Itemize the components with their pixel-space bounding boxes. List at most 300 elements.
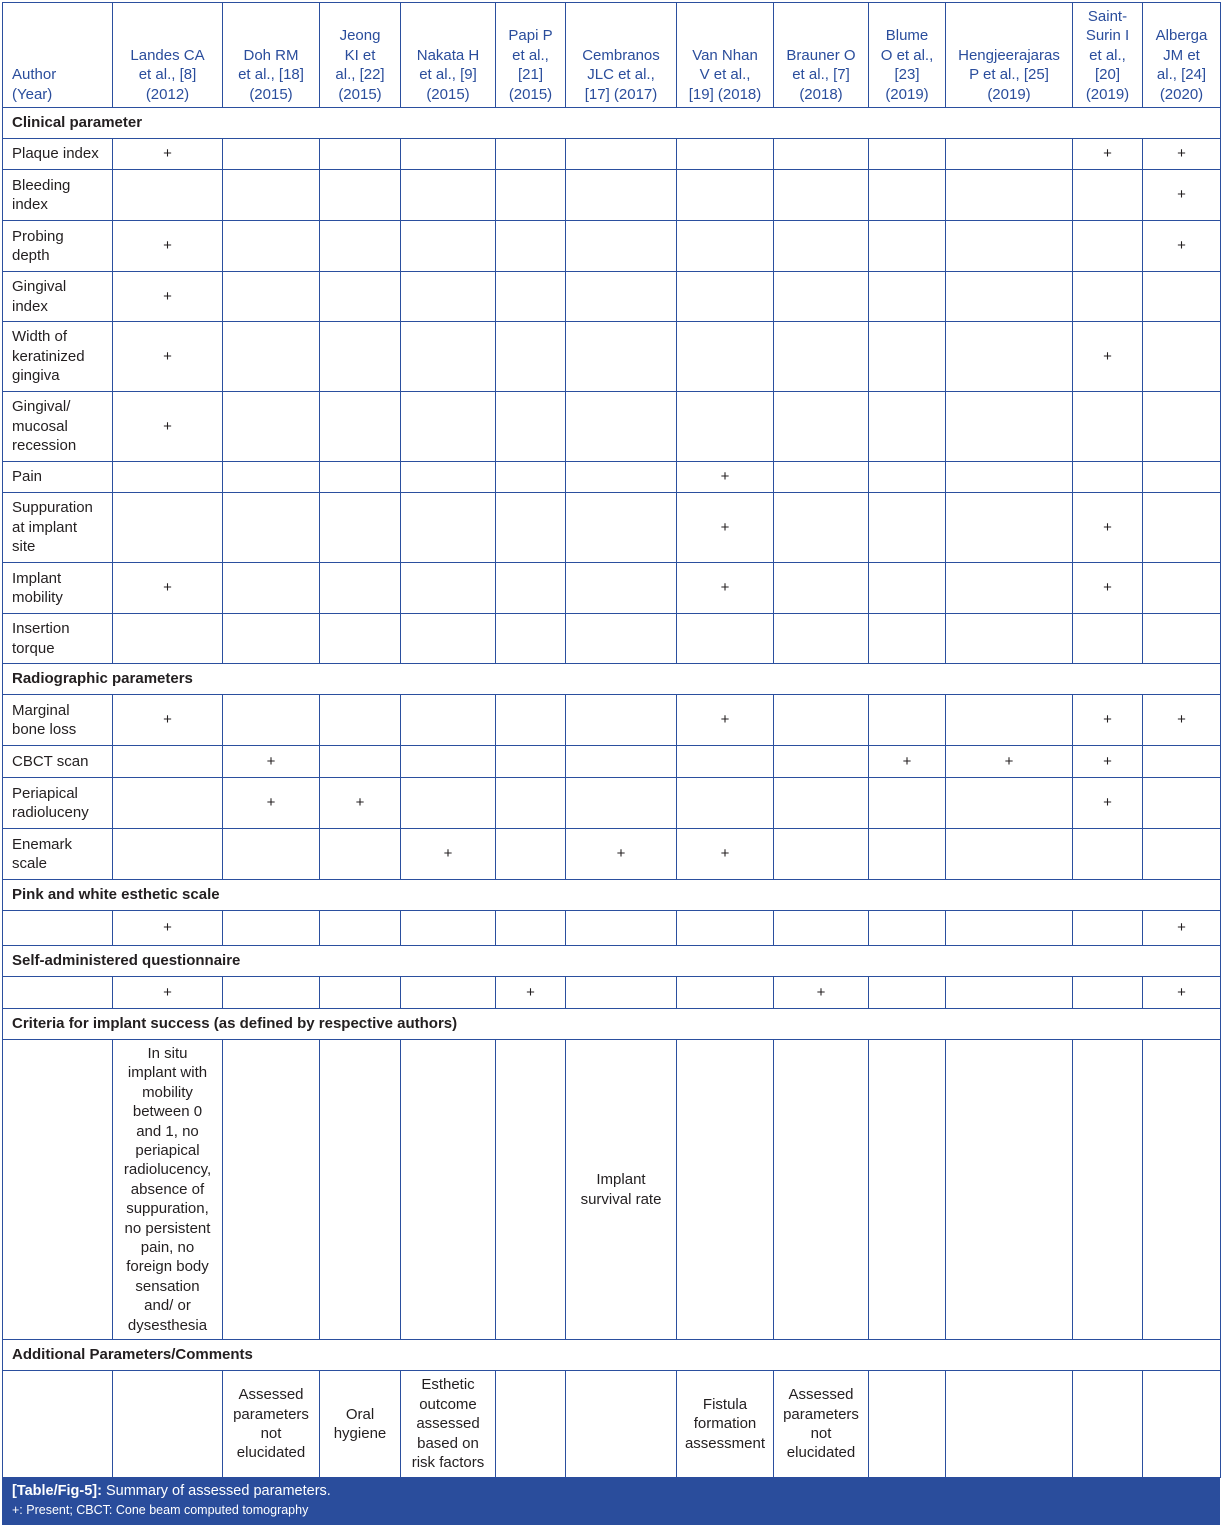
parameter-label: [3, 493, 113, 563]
present-mark-cell: +: [869, 746, 946, 778]
text-line: Van Nhan: [692, 46, 758, 64]
caption-note: +: Present; CBCT: Cone beam computed tomography: [12, 1503, 309, 1517]
empty-cell: [320, 911, 401, 946]
present-mark-cell: +: [1073, 139, 1143, 170]
empty-cell: [566, 170, 677, 221]
text-line: P et al., [25]: [969, 66, 1049, 84]
empty-cell: [496, 139, 566, 170]
table-row: [3, 977, 1221, 1009]
empty-cell: [320, 272, 401, 322]
parameter-label: [3, 911, 113, 946]
present-mark-cell: +: [1143, 695, 1221, 746]
text-line: O et al.,: [880, 46, 934, 64]
text-line: bone loss: [12, 721, 77, 738]
empty-cell: [223, 1040, 320, 1340]
empty-cell: [223, 563, 320, 614]
empty-cell: [566, 221, 677, 272]
empty-cell: [774, 746, 869, 778]
present-mark-cell: +: [113, 221, 223, 272]
parameter-label: [3, 977, 113, 1009]
text-line: depth: [12, 247, 50, 264]
present-mark-cell: +: [223, 746, 320, 778]
empty-cell: [677, 911, 774, 946]
empty-cell: [566, 493, 677, 563]
text-line: assessment: [684, 1434, 766, 1452]
empty-cell: [401, 272, 496, 322]
text-line: gingiva: [12, 367, 60, 385]
empty-cell: [869, 392, 946, 462]
empty-cell: [1073, 1040, 1143, 1340]
text-line: mobility: [12, 589, 63, 606]
empty-cell: [496, 170, 566, 221]
empty-cell: [946, 272, 1073, 322]
assessed-parameters-table: [2, 2, 1221, 1478]
text-line: survival rate: [580, 1190, 662, 1208]
empty-cell: [1073, 829, 1143, 880]
text-line: periapical: [135, 1141, 200, 1159]
text-line: et al., [8]: [138, 66, 197, 84]
study-header: [223, 3, 320, 108]
empty-cell: [401, 322, 496, 392]
parameter-label: [3, 746, 113, 778]
empty-cell: [496, 614, 566, 664]
empty-cell: [113, 746, 223, 778]
empty-cell: [774, 778, 869, 829]
parameter-label: [3, 322, 113, 392]
empty-cell: [496, 829, 566, 880]
empty-cell: [869, 778, 946, 829]
present-mark-cell: +: [113, 695, 223, 746]
text-line: JLC et al.,: [587, 66, 655, 84]
text-line: Jeong: [339, 27, 381, 45]
empty-cell: [566, 392, 677, 462]
empty-cell: [1073, 392, 1143, 462]
empty-cell: [566, 911, 677, 946]
empty-cell: [869, 563, 946, 614]
table-row: [3, 221, 1221, 272]
text-line: not: [260, 1425, 282, 1442]
empty-cell: [946, 322, 1073, 392]
text-line: Oral: [345, 1405, 375, 1423]
text-line: Assessed: [238, 1386, 304, 1404]
empty-cell: [566, 563, 677, 614]
text-line: et al.,: [512, 46, 549, 64]
empty-cell: [113, 462, 223, 493]
empty-cell: [320, 170, 401, 221]
text-line: no persistent: [124, 1219, 211, 1237]
empty-cell: [496, 778, 566, 829]
summary-table-container: [2, 2, 1220, 1525]
text-line: Assessed: [788, 1386, 854, 1404]
present-mark-cell: +: [774, 977, 869, 1009]
empty-cell: [1143, 1040, 1221, 1340]
caption-label: [Table/Fig-5]:: [12, 1483, 102, 1499]
empty-cell: [566, 1371, 677, 1478]
empty-cell: [401, 221, 496, 272]
empty-cell: [496, 746, 566, 778]
empty-cell: [677, 221, 774, 272]
present-mark-cell: +: [1073, 746, 1143, 778]
text-line: and/ or: [144, 1297, 191, 1315]
empty-cell: [774, 322, 869, 392]
empty-cell: [869, 829, 946, 880]
empty-cell: [3, 1040, 113, 1340]
text-line: Surin I: [1085, 27, 1130, 45]
text-line: et al., [18]: [238, 66, 304, 84]
present-mark-cell: +: [223, 778, 320, 829]
text-line: Blume: [885, 27, 929, 45]
text-line: recession: [12, 437, 77, 455]
empty-cell: [401, 614, 496, 664]
empty-cell: [774, 170, 869, 221]
present-mark-cell: +: [113, 272, 223, 322]
empty-cell: [320, 392, 401, 462]
text-line: assessed: [416, 1415, 480, 1433]
empty-cell: [1073, 614, 1143, 664]
text-line: Insertion: [12, 620, 70, 638]
empty-cell: [869, 1371, 946, 1478]
table-row: [3, 778, 1221, 829]
text-line: [21]: [517, 66, 544, 84]
section-title: Additional Parameters/Comments: [3, 1340, 1221, 1371]
empty-cell: [496, 462, 566, 493]
empty-cell: [401, 695, 496, 746]
empty-cell: [223, 221, 320, 272]
empty-cell: [113, 1371, 223, 1478]
present-mark-cell: +: [1073, 563, 1143, 614]
parameter-label: [3, 392, 113, 462]
empty-cell: [496, 322, 566, 392]
text-line: (2015): [338, 85, 382, 103]
empty-cell: [946, 977, 1073, 1009]
empty-cell: [566, 462, 677, 493]
text-line: index: [12, 196, 48, 213]
text-line: [23]: [894, 66, 920, 84]
text-line: Bleeding: [12, 176, 71, 194]
empty-cell: [677, 778, 774, 829]
empty-cell: [946, 1371, 1073, 1478]
empty-cell: [223, 911, 320, 946]
text-line: Width of: [12, 328, 68, 346]
empty-cell: [1143, 322, 1221, 392]
table-row: [3, 170, 1221, 221]
empty-cell: [677, 170, 774, 221]
empty-cell: [320, 563, 401, 614]
empty-cell: [869, 493, 946, 563]
empty-cell: [496, 221, 566, 272]
text-line: parameters: [233, 1405, 309, 1423]
empty-cell: [1073, 1371, 1143, 1478]
empty-cell: [774, 272, 869, 322]
table-row: [3, 563, 1221, 614]
section-row: [3, 1340, 1221, 1371]
text-line: (2012): [145, 85, 190, 103]
table-row: [3, 493, 1221, 563]
empty-cell: [1143, 614, 1221, 664]
text-line: Periapical: [12, 784, 78, 802]
empty-cell: [320, 493, 401, 563]
text-line: not: [810, 1425, 832, 1442]
empty-cell: [320, 695, 401, 746]
table-row: [3, 614, 1221, 664]
empty-cell: [946, 829, 1073, 880]
empty-cell: [1143, 563, 1221, 614]
text-line: KI et: [344, 46, 376, 64]
study-header: [113, 3, 223, 108]
text-line: Implant: [596, 1171, 646, 1189]
study-header: [774, 3, 869, 108]
empty-cell: [320, 322, 401, 392]
empty-cell: [1143, 1371, 1221, 1478]
empty-cell: [113, 493, 223, 563]
comment-cell: [223, 1371, 320, 1478]
text-line: parameters: [783, 1405, 859, 1423]
present-mark-cell: +: [401, 829, 496, 880]
table-row: [3, 695, 1221, 746]
text-line: and 1, no: [136, 1122, 199, 1140]
present-mark-cell: +: [320, 778, 401, 829]
empty-cell: [774, 221, 869, 272]
present-mark-cell: +: [113, 911, 223, 946]
empty-cell: [320, 977, 401, 1009]
empty-cell: [774, 563, 869, 614]
text-line: Pain: [12, 468, 43, 486]
table-body: [3, 108, 1221, 1478]
section-title: Clinical parameter: [3, 108, 1221, 139]
empty-cell: [946, 1040, 1073, 1340]
empty-cell: [1073, 170, 1143, 221]
text-line: mucosal: [12, 417, 68, 435]
empty-cell: [223, 614, 320, 664]
text-line: Author: [12, 66, 57, 84]
empty-cell: [869, 911, 946, 946]
text-line: elucidated: [786, 1444, 856, 1462]
section-title: Criteria for implant success (as defined by respective authors): [3, 1009, 1221, 1040]
empty-cell: [677, 272, 774, 322]
text-line: sensation: [135, 1277, 200, 1295]
text-line: Papi P: [508, 27, 553, 45]
empty-cell: [774, 462, 869, 493]
study-header: [320, 3, 401, 108]
text-line: Suppuration: [12, 499, 93, 517]
empty-cell: [320, 614, 401, 664]
empty-cell: [1143, 392, 1221, 462]
text-line: (2018): [799, 85, 843, 103]
empty-cell: [946, 695, 1073, 746]
text-line: formation: [693, 1415, 757, 1433]
section-row: [3, 880, 1221, 911]
empty-cell: [677, 977, 774, 1009]
text-line: (2019): [1085, 85, 1130, 103]
present-mark-cell: +: [566, 829, 677, 880]
text-line: outcome: [419, 1395, 477, 1413]
text-line: hygiene: [333, 1425, 387, 1442]
empty-cell: [774, 695, 869, 746]
empty-cell: [320, 1040, 401, 1340]
empty-cell: [1143, 829, 1221, 880]
text-line: Brauner O: [786, 46, 856, 64]
study-header: [1073, 3, 1143, 108]
parameter-label: [3, 221, 113, 272]
empty-cell: [677, 614, 774, 664]
section-title: Self-administered questionnaire: [3, 946, 1221, 977]
empty-cell: [1143, 462, 1221, 493]
empty-cell: [677, 392, 774, 462]
present-mark-cell: +: [1073, 322, 1143, 392]
empty-cell: [496, 392, 566, 462]
empty-cell: [401, 493, 496, 563]
present-mark-cell: +: [113, 392, 223, 462]
text-line: Probing: [12, 227, 64, 245]
present-mark-cell: +: [113, 563, 223, 614]
empty-cell: [496, 1371, 566, 1478]
text-line: In situ: [147, 1044, 188, 1062]
empty-cell: [869, 322, 946, 392]
empty-cell: [677, 1040, 774, 1340]
text-line: radioluceny: [12, 804, 89, 821]
text-line: Cembranos: [582, 46, 660, 64]
present-mark-cell: +: [1143, 911, 1221, 946]
present-mark-cell: +: [113, 977, 223, 1009]
empty-cell: [496, 695, 566, 746]
text-line: Hengjeerajaras: [958, 46, 1060, 64]
text-line: pain, no: [140, 1239, 195, 1257]
empty-cell: [113, 170, 223, 221]
text-line: et al.,: [1089, 46, 1126, 64]
section-title: Radiographic parameters: [3, 664, 1221, 695]
text-line: Doh RM: [243, 46, 299, 64]
table-row: [3, 911, 1221, 946]
parameter-label: [3, 139, 113, 170]
present-mark-cell: +: [677, 695, 774, 746]
empty-cell: [1143, 272, 1221, 322]
present-mark-cell: +: [496, 977, 566, 1009]
empty-cell: [774, 139, 869, 170]
empty-cell: [401, 911, 496, 946]
text-line: torque: [12, 639, 55, 657]
empty-cell: [946, 221, 1073, 272]
table-row: [3, 1040, 1221, 1340]
present-mark-cell: +: [1143, 221, 1221, 272]
empty-cell: [774, 493, 869, 563]
empty-cell: [946, 392, 1073, 462]
text-line: Plaque index: [12, 145, 99, 163]
text-line: (2020): [1159, 85, 1204, 103]
empty-cell: [869, 272, 946, 322]
present-mark-cell: +: [677, 829, 774, 880]
present-mark-cell: +: [1143, 139, 1221, 170]
empty-cell: [113, 614, 223, 664]
text-line: radiolucency,: [123, 1161, 212, 1179]
empty-cell: [1073, 221, 1143, 272]
empty-cell: [774, 1040, 869, 1340]
parameter-label: [3, 695, 113, 746]
text-line: Saint-: [1087, 7, 1128, 25]
present-mark-cell: +: [677, 493, 774, 563]
empty-cell: [401, 392, 496, 462]
author-year-header: [3, 3, 113, 108]
study-header: [496, 3, 566, 108]
text-line: Landes CA: [130, 46, 205, 64]
empty-cell: [1143, 746, 1221, 778]
text-line: (2015): [249, 85, 293, 103]
text-line: JM et: [1163, 46, 1200, 64]
empty-cell: [401, 977, 496, 1009]
table-row: [3, 462, 1221, 493]
text-line: al., [22]: [335, 66, 385, 84]
present-mark-cell: +: [1073, 695, 1143, 746]
empty-cell: [566, 778, 677, 829]
empty-cell: [223, 322, 320, 392]
table-row: [3, 272, 1221, 322]
text-line: between 0: [132, 1103, 203, 1121]
comment-cell: [774, 1371, 869, 1478]
empty-cell: [946, 778, 1073, 829]
text-line: Enemark: [12, 835, 73, 853]
parameter-label: [3, 614, 113, 664]
caption-title-line: [12, 1481, 1210, 1501]
empty-cell: [774, 614, 869, 664]
text-line: al., [24]: [1156, 66, 1207, 84]
empty-cell: [496, 272, 566, 322]
present-mark-cell: +: [113, 139, 223, 170]
empty-cell: [401, 746, 496, 778]
empty-cell: [566, 977, 677, 1009]
empty-cell: [869, 462, 946, 493]
text-line: scale: [12, 855, 48, 872]
empty-cell: [869, 221, 946, 272]
empty-cell: [320, 139, 401, 170]
empty-cell: [869, 614, 946, 664]
text-line: (2015): [508, 85, 553, 103]
empty-cell: [320, 221, 401, 272]
parameter-label: [3, 778, 113, 829]
text-line: based on: [417, 1434, 479, 1452]
parameter-label: [3, 462, 113, 493]
text-line: Fistula: [702, 1395, 748, 1413]
empty-cell: [566, 614, 677, 664]
text-line: [17] (2017): [584, 85, 658, 103]
empty-cell: [223, 977, 320, 1009]
text-line: risk factors: [411, 1454, 485, 1472]
present-mark-cell: +: [677, 563, 774, 614]
table-row: [3, 322, 1221, 392]
table-header: [3, 3, 1221, 108]
comment-cell: [113, 1040, 223, 1340]
table-row: [3, 829, 1221, 880]
text-line: Gingival: [12, 278, 67, 296]
study-header: [946, 3, 1073, 108]
parameter-label: [3, 170, 113, 221]
empty-cell: [223, 695, 320, 746]
text-line: (Year): [12, 85, 53, 103]
study-header: [401, 3, 496, 108]
section-title: Pink and white esthetic scale: [3, 880, 1221, 911]
text-line: absence of: [130, 1180, 205, 1198]
empty-cell: [566, 322, 677, 392]
text-line: mobility: [142, 1083, 193, 1101]
study-header: [566, 3, 677, 108]
empty-cell: [566, 139, 677, 170]
empty-cell: [223, 462, 320, 493]
empty-cell: [869, 139, 946, 170]
empty-cell: [223, 493, 320, 563]
present-mark-cell: +: [677, 462, 774, 493]
table-row: [3, 392, 1221, 462]
text-line: Marginal: [12, 701, 70, 719]
empty-cell: [677, 139, 774, 170]
empty-cell: [1073, 462, 1143, 493]
